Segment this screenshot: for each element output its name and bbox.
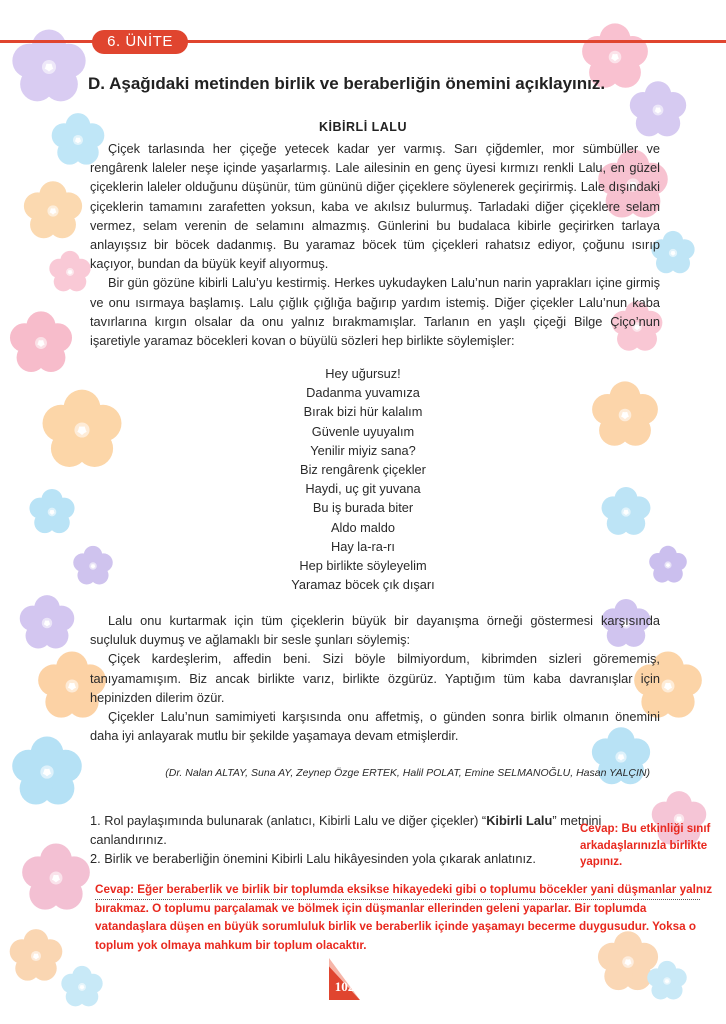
story-paragraph: Çiçek kardeşlerim, affedin beni. Sizi böyle bilmiyordum, kibrimden sizleri görememiş, tanıyamamışım. Biz ancak birlikte varız, birlikte özgürüz. Yaptığım tüm kaba davranışlar için hepinizden dilerim özür. bbox=[90, 651, 660, 705]
poem-line: Bırak bizi hür kalalım bbox=[303, 404, 423, 420]
poem-line: Aldo maldo bbox=[330, 519, 396, 535]
question-1-story-name: Kibirli Lalu bbox=[486, 813, 553, 828]
answer-1: Cevap: Bu etkinliği sınıf arkadaşlarınızla birlikte yapınız. bbox=[580, 823, 711, 868]
poem-line: Dadanma yuvamıza bbox=[306, 385, 420, 401]
flower-icon bbox=[48, 250, 92, 294]
exercise-instruction: D. Aşağıdaki metinden birlik ve beraberliğin önemini açıklayınız. bbox=[88, 74, 606, 93]
poem-line: Güvenle uyuyalım bbox=[311, 423, 415, 439]
page-number-badge bbox=[329, 958, 360, 1000]
unit-label: 6. ÜNİTE bbox=[92, 30, 188, 54]
flower-icon bbox=[646, 960, 688, 1002]
story-paragraph: Bir gün gözüne kibirli Lalu’yu kestirmiş. Herkes uykudayken Lalu’nun narin yaprakları içine girmiş ve onu ısırmaya başlamış. Lalu çığlık çığlığa bağırıp yardım istemiş. Diğer çiçekler Lalu’nun kaba tavırlarına kırgın olsalar da onu yalnız bırakmamışlar. Tarlanın en yaşlı çiçeği Bilge Çiço’nun işaretiyle yaramaz böcekleri kovan o büyülü sözleri hep birlikte söylemişler: bbox=[90, 275, 660, 349]
answer-2: Cevap: Eğer beraberlik ve birlik bir toplumda eksikse hikayedeki gibi o toplumu böcekler yani düşmanlar yalnız bırakmaz. O toplumu parçalamak ve bölmek için düşmanlar ellerinden geleni yaparlar. Bir toplumda vatandaşlara düşen en büyük sorumluluk birlik ve beraberlik içinde yaşamayı becerme duygusudur. Yoksa o toplum yok olmaya mahkum bir toplum olacaktır. bbox=[95, 883, 713, 952]
poem-line: Haydi, uç git yuvana bbox=[305, 481, 421, 497]
poem-line: Hep birlikte söyleyelim bbox=[299, 558, 427, 574]
flower-icon bbox=[10, 735, 84, 809]
story-paragraph: Çiçekler Lalu’nun samimiyeti karşısında onu affetmiş, o günden sonra birlik olmanın önemini daha iyi anlayarak mutlu bir şekilde yaşamaya devam etmişlerdir. bbox=[90, 709, 660, 744]
poem-line: Yaramaz böcek çık dışarı bbox=[291, 577, 435, 593]
questions bbox=[90, 811, 635, 868]
poem-line: Hey uğursuz! bbox=[325, 366, 401, 381]
story-paragraph: Lalu onu kurtarmak için tüm çiçeklerin büyük bir dayanışma örneği göstermesi karşısında suçluluk duymuş ve ağlamaklı bir sesle şunları söylemiş: bbox=[90, 613, 660, 648]
source-citation: (Dr. Nalan ALTAY, Suna AY, Zeynep Özge ERTEK, Halil POLAT, Emine SELMANOĞLU, Hasan YALÇIN) bbox=[165, 767, 650, 779]
question-1-text: 1. Rol paylaşımında bulunarak (anlatıcı, Kibirli Lalu ve diğer çiçekler) “ bbox=[90, 813, 487, 828]
story-title: KİBİRLİ LALU bbox=[319, 120, 407, 134]
flower-icon bbox=[18, 594, 76, 652]
poem-line: Bu iş burada biter bbox=[312, 500, 414, 516]
flower-icon bbox=[8, 928, 64, 984]
flower-icon bbox=[22, 180, 84, 242]
poem-line: Hay la-ra-rı bbox=[331, 538, 395, 554]
story-part-2 bbox=[90, 611, 660, 745]
story-paragraph: Çiçek tarlasında her çiçeğe yetecek kadar yer varmış. Sarı çiğdemler, mor sümbüller ve rengârenk laleler neşe içinde yaşarlarmış. Lale ailesinin en genç üyesi kırmızı renkli Lalu, en güzel çiçeklerin laleler olduğunu düşünür, tüm gününü diğer çiçeklere söylenerek geçirirmiş. Lale dışındaki çiçeklerin tamamını zarafetten yoksun, kaba ve akılsız bulurmuş. Tarladaki diğer çiçeklere selam vermez, selam verenin de selamını almazmış. Günlerini bu budalaca kibirle geçirirken tarlaya anlayışsız bir böcek dadanmış. Bu yaramaz böcek tüm çiçekleri rahatsız ediyor, çoğunu ısırıp kaçıyor, bundan da büyük keyif alıyormuş. bbox=[90, 141, 660, 272]
question-1 bbox=[90, 811, 635, 849]
poem-line: Yenilir miyiz sana? bbox=[310, 442, 416, 458]
page-number: 102 bbox=[334, 979, 355, 994]
question-1-text-end: ” metnini canlandırınız. bbox=[90, 813, 602, 847]
flower-icon bbox=[20, 842, 92, 914]
flower-icon bbox=[60, 965, 104, 1009]
question-2: 2. Birlik ve beraberliğin önemini Kibirli Lalu hikâyesinden yola çıkarak anlatınız. bbox=[90, 851, 536, 866]
story-part-1 bbox=[90, 139, 660, 350]
poem bbox=[0, 364, 726, 594]
poem-line: Biz rengârenk çiçekler bbox=[300, 462, 426, 478]
